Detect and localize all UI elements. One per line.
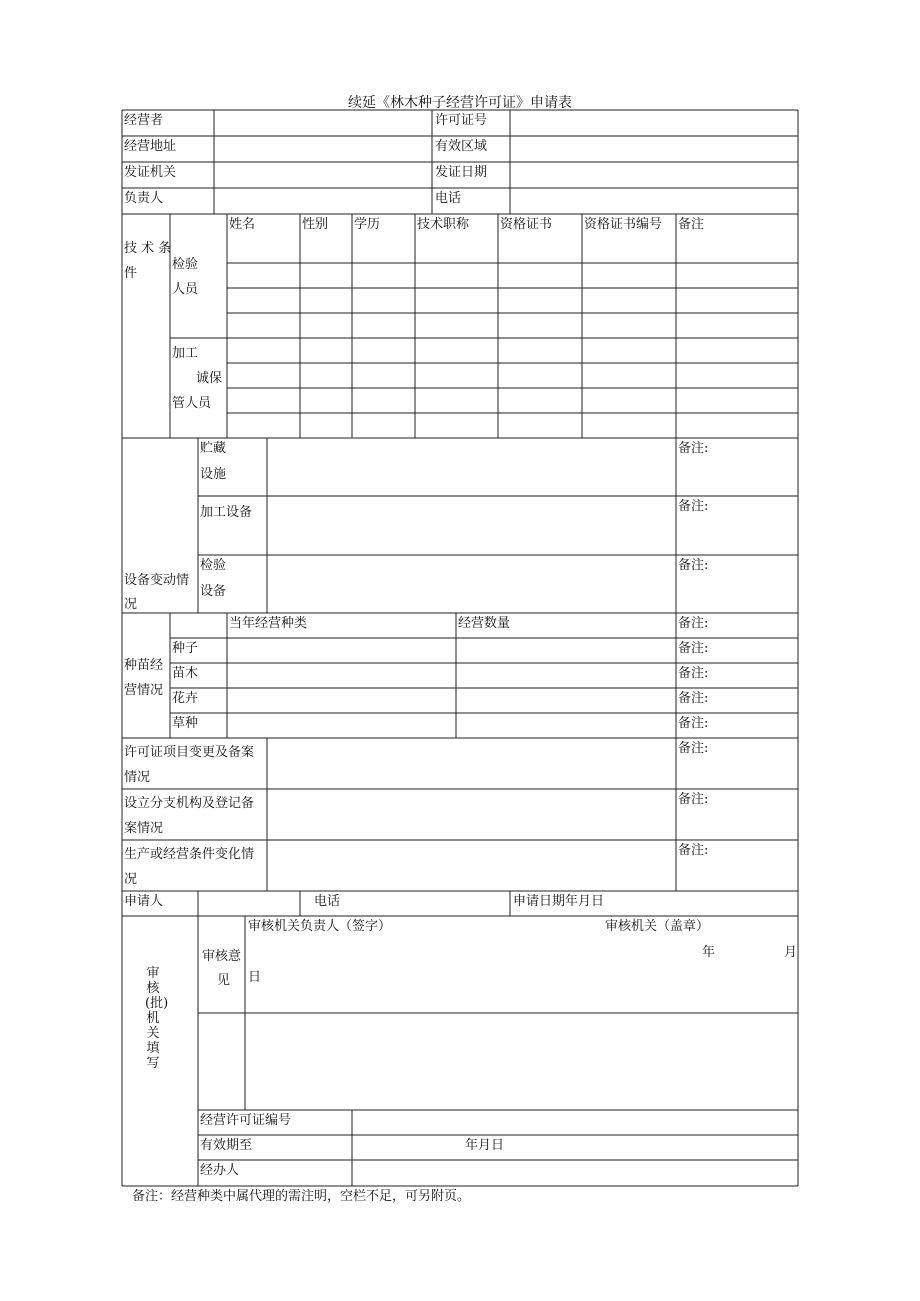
person-in-charge-label: 负责人 xyxy=(124,191,164,206)
inspection-equip-label-2: 设备 xyxy=(200,584,227,599)
review-year: 年 xyxy=(702,945,716,960)
business-section-label-2: 营情况 xyxy=(124,683,164,698)
application-date-label: 申请日期年月日 xyxy=(513,894,605,909)
review-opinion-label: 审核意 xyxy=(202,949,242,964)
row-grass: 草种 xyxy=(172,716,199,731)
valid-area-label: 有效区域 xyxy=(435,139,488,154)
review-month: 月 xyxy=(784,945,798,960)
processing-equip-label: 加工设备 xyxy=(200,505,253,520)
col-title: 技术职称 xyxy=(417,217,470,232)
storage-label: 贮藏 xyxy=(200,441,227,456)
row-seedling: 苗木 xyxy=(172,666,199,681)
review-opinion-label-2: 见 xyxy=(217,973,231,988)
issuer-label: 发证机关 xyxy=(124,165,177,180)
branch-label-2: 案情况 xyxy=(124,821,164,836)
license-no-field-label: 经营许可证编号 xyxy=(200,1113,292,1128)
storage-label-2: 设施 xyxy=(200,467,227,482)
branch-note: 备注: xyxy=(678,792,709,807)
business-section-label: 种苗经 xyxy=(124,658,164,673)
license-no-label: 许可证号 xyxy=(435,113,488,128)
processing-note: 备注: xyxy=(678,499,709,514)
col-cert-no: 资格证书编号 xyxy=(584,217,663,232)
review-vertical-label: 审核(批)机关填写 xyxy=(145,966,169,1071)
license-change-label: 许可证项目变更及备案 xyxy=(124,745,255,760)
row-seed: 种子 xyxy=(172,641,199,656)
tech-section-label: 技 术 条 xyxy=(124,241,172,256)
inspector-label: 检验 xyxy=(172,257,199,272)
issue-date-label: 发证日期 xyxy=(435,165,488,180)
address-label: 经营地址 xyxy=(124,139,177,154)
review-head-sign: 审核机关负责人（签字） xyxy=(248,919,392,934)
branch-label: 设立分支机构及登记备 xyxy=(124,796,255,811)
flower-note: 备注: xyxy=(678,691,709,706)
license-change-label-2: 情况 xyxy=(124,770,151,785)
inspection-note: 备注: xyxy=(678,558,709,573)
page-title: 续延《林木种子经营许可证》申请表 xyxy=(348,95,572,111)
business-note: 备注: xyxy=(678,616,709,631)
license-change-note: 备注: xyxy=(678,741,709,756)
seedling-note: 备注: xyxy=(678,666,709,681)
row-flower: 花卉 xyxy=(172,691,199,706)
col-name: 姓名 xyxy=(229,217,256,232)
col-education: 学历 xyxy=(354,217,381,232)
review-org-seal: 审核机关（盖章） xyxy=(605,919,710,934)
processor-label-3: 管人员 xyxy=(172,396,212,411)
equipment-section-label-2: 况 xyxy=(124,597,138,612)
handler-label: 经办人 xyxy=(200,1163,240,1178)
applicant-phone-label: 电话 xyxy=(314,894,341,909)
processor-label: 加工 xyxy=(172,346,199,361)
applicant-label: 申请人 xyxy=(124,894,164,909)
phone-label: 电话 xyxy=(435,191,462,206)
col-gender: 性别 xyxy=(302,217,329,232)
tech-section-label-2: 件 xyxy=(124,266,138,281)
col-cert: 资格证书 xyxy=(500,217,553,232)
valid-until-date: 年月日 xyxy=(465,1138,505,1153)
production-change-note: 备注: xyxy=(678,843,709,858)
inspector-label-2: 人员 xyxy=(172,282,199,297)
processor-label-2: 诚保 xyxy=(196,371,223,386)
production-change-label-2: 况 xyxy=(124,872,138,887)
col-business-qty: 经营数量 xyxy=(458,616,511,631)
seed-note: 备注: xyxy=(678,641,709,656)
inspection-equip-label: 检验 xyxy=(200,558,227,573)
grass-note: 备注: xyxy=(678,716,709,731)
review-day: 日 xyxy=(248,970,262,985)
storage-note: 备注: xyxy=(678,441,709,456)
operator-label: 经营者 xyxy=(124,113,164,128)
valid-until-label: 有效期至 xyxy=(200,1138,253,1153)
production-change-label: 生产或经营条件变化情 xyxy=(124,847,255,862)
equipment-section-label: 设备变动情 xyxy=(124,573,190,588)
footnote: 备注：经营种类中属代理的需注明，空栏不足，可另附页。 xyxy=(132,1189,471,1204)
col-note: 备注 xyxy=(678,217,705,232)
col-business-type: 当年经营种类 xyxy=(229,616,308,631)
